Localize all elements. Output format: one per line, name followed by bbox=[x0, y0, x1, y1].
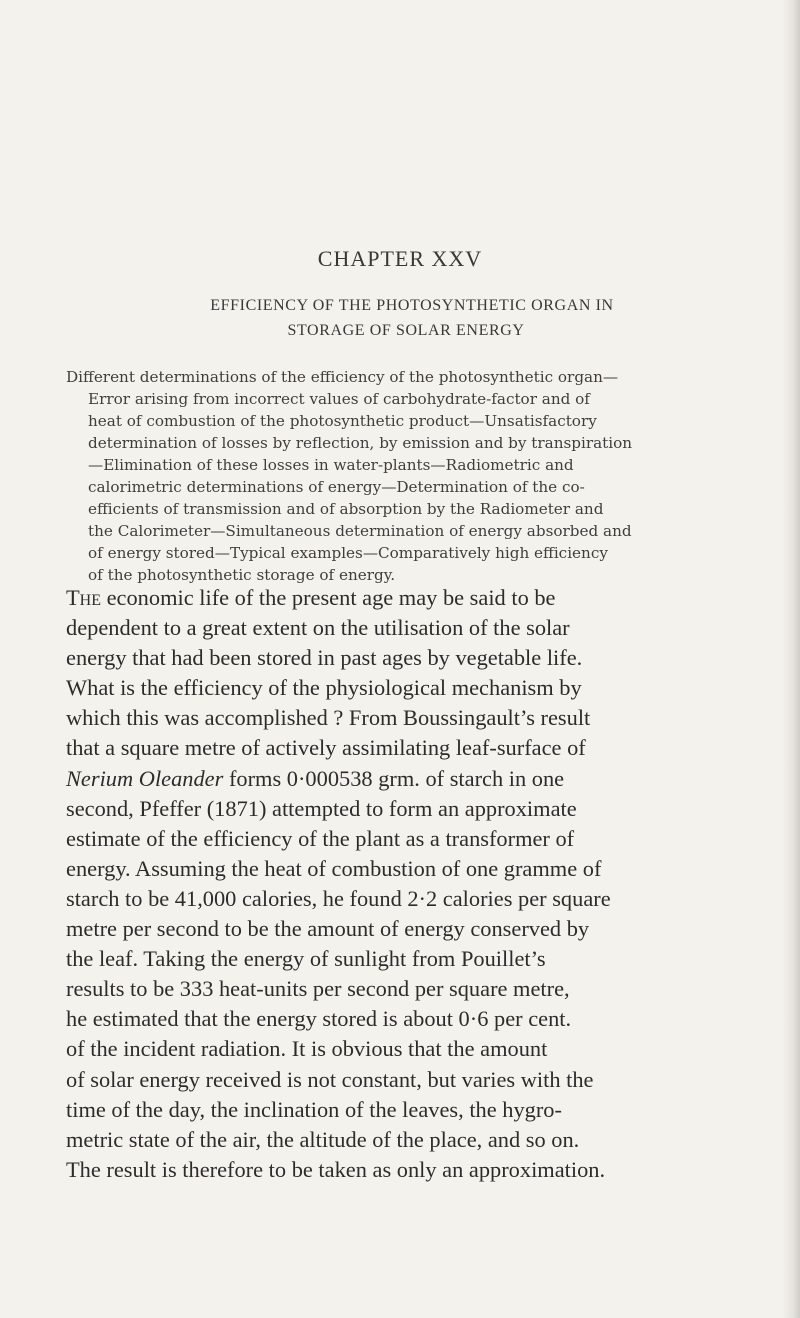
page-edge-shadow bbox=[782, 0, 800, 1318]
body-line: energy. Assuming the heat of combustion of one gramme of bbox=[66, 855, 602, 881]
body-line: starch to be 41,000 calories, he found 2·2 calories per square bbox=[66, 885, 611, 911]
body-line: second, Pfeffer (1871) attempted to form an approximate bbox=[66, 795, 577, 821]
body-line: time of the day, the inclination of the leaves, the hygro- bbox=[66, 1096, 562, 1122]
body-line: dependent to a great extent on the utilisation of the solar bbox=[66, 615, 570, 641]
synopsis-line: Error arising from incorrect values of carbohydrate-factor and of bbox=[88, 390, 590, 408]
species-name: Nerium Oleander bbox=[66, 765, 224, 791]
body-line: results to be 333 heat-units per second per square metre, bbox=[66, 976, 570, 1002]
synopsis-line: of the photosynthetic storage of energy. bbox=[88, 566, 396, 584]
body-line: the leaf. Taking the energy of sunlight from Pouillet’s bbox=[66, 946, 546, 972]
body-line: estimate of the efficiency of the plant as a transformer of bbox=[66, 825, 575, 851]
body-line: which this was accomplished ? From Boussingault’s result bbox=[66, 705, 591, 731]
synopsis-line: calorimetric determinations of energy—Determination of the co- bbox=[88, 478, 585, 496]
synopsis-line: —Elimination of these losses in water-plants—Radiometric and bbox=[88, 456, 574, 474]
body-line-text: economic life of the present age may be said to be bbox=[101, 585, 556, 610]
chapter-heading: CHAPTER XXV bbox=[317, 246, 483, 271]
chapter-synopsis bbox=[66, 366, 762, 586]
synopsis-line: the Calorimeter—Simultaneous determination of energy absorbed and bbox=[88, 522, 632, 540]
body-line: of the incident radiation. It is obvious that the amount bbox=[66, 1036, 548, 1062]
body-line: metre per second to be the amount of energy conserved by bbox=[66, 916, 590, 942]
body-line: The result is therefore to be taken as only an approximation. bbox=[66, 1156, 606, 1182]
body-line: What is the efficiency of the physiological mechanism by bbox=[66, 675, 582, 701]
synopsis-line: determination of losses by reflection, by emission and by transpiration bbox=[88, 434, 633, 452]
synopsis-line: Different determinations of the efficiency of the photosynthetic organ— bbox=[66, 368, 619, 386]
synopsis-line: heat of combustion of the photosynthetic product—Unsatisfactory bbox=[88, 412, 597, 430]
body-line-text: forms 0·000538 grm. of starch in one bbox=[223, 765, 565, 791]
body-line bbox=[66, 583, 772, 613]
body-line: energy that had been stored in past ages by vegetable life. bbox=[66, 645, 583, 671]
synopsis-line: efficients of transmission and of absorption by the Radiometer and bbox=[88, 500, 604, 518]
body-line bbox=[66, 764, 772, 794]
body-line: that a square metre of actively assimilating leaf-surface of bbox=[66, 735, 586, 761]
opening-word: The bbox=[66, 585, 102, 610]
chapter-title-line-1: EFFICIENCY OF THE PHOTOSYNTHETIC ORGAN IN bbox=[210, 297, 614, 314]
body-line: metric state of the air, the altitude of the place, and so on. bbox=[66, 1126, 580, 1152]
synopsis-line: of energy stored—Typical examples—Comparatively high efficiency bbox=[88, 544, 608, 562]
body-line: he estimated that the energy stored is about 0·6 per cent. bbox=[66, 1006, 572, 1032]
body-paragraph bbox=[66, 583, 772, 1185]
chapter-title-line-2: STORAGE OF SOLAR ENERGY bbox=[287, 322, 525, 339]
body-line: of solar energy received is not constant, but varies with the bbox=[66, 1066, 594, 1092]
